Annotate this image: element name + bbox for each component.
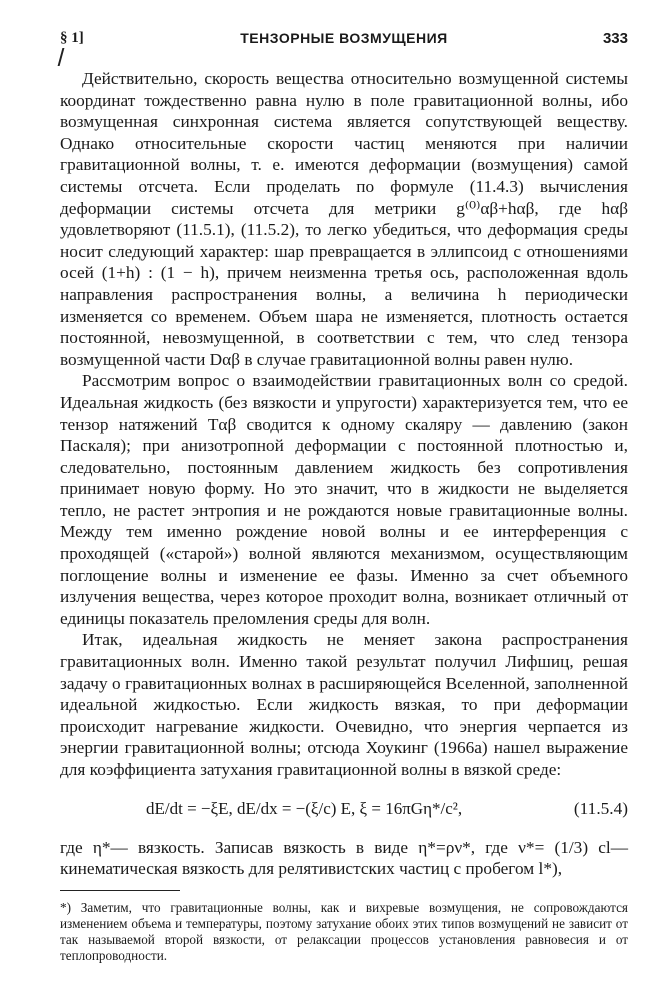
running-header	[60, 30, 628, 52]
equation-number: (11.5.4)	[573, 798, 628, 818]
main-text	[60, 68, 628, 880]
page-number: 333	[602, 30, 628, 47]
equation	[60, 781, 628, 837]
section-mark: § 1]	[60, 30, 84, 46]
paragraph: где η*— вязкость. Записав вязкость в виде η*=ρν*, где ν*= (1/3) cl— кинематическая вязкость для релятивистских частиц с пробегом l*),	[60, 837, 628, 879]
equation-body: dE/dt = −ξE, dE/dx = −(ξ/c) E, ξ = 16πGη*/c²,	[146, 798, 463, 818]
paragraph: Действительно, скорость вещества относительно возмущенной системы координат тождественно равна нулю в поле гравитационной волны, ибо возмущенная синхронная система является сопутствующей веществу. Однако относительные скорости частиц меняются при наличии гравитационной волны, т. е. имеются деформации (возмущения) самой системы отсчета. Если проделать по формуле (11.4.3) вычисления деформации системы отсчета для метрики g⁽⁰⁾αβ+hαβ, где hαβ удовлетворяют (11.5.1), (11.5.2), то легко убедиться, что деформация среды носит следующий характер: шар превращается в эллипсоид с отношениями осей (1+h) : (1 − h), причем неизменна третья ось, расположенная вдоль направления распространения волны, а величина h периодически изменяется со временем. Объем шара не изменяется, плотность остается постоянной, невозмущенной, в соответствии с тем, что след тензора возмущенной части Dαβ в случае гравитационной волны равен нулю.	[60, 69, 628, 369]
footnote: *) Заметим, что гравитационные волны, как и вихревые возмущения, не сопровождаются изменением объема и температуры, поэтому затухание обоих этих типов возмущений не зависит от так называемой второй вязкости, от релаксации процессов установления равновесия и от теплопроводности.	[60, 900, 628, 963]
paragraph: Рассмотрим вопрос о взаимодействии гравитационных волн со средой. Идеальная жидкость (без вязкости и упругости) характеризуется тем, что ее тензор натяжений Tαβ сводится к одному скаляру — давлению (закон Паскаля); при анизотропной деформации с постоянной плотностью и, следовательно, постоянным давлением жидкость без сопротивления принимает новую форму. Но это значит, что в жидкости не выделяется тепло, не растет энтропия и не рождаются новые гравитационные волны. Между тем именно рождение новой волны и ее интерференция с проходящей («старой») волной являются механизмом, осуществляющим поглощение волны и изменение ее фазы. Именно за счет объемного излучения вещества, через которое проходит волна, возникает отличный от единицы показатель преломления среды для волн.	[60, 371, 628, 628]
page-heading: ТЕНЗОРНЫЕ ВОЗМУЩЕНИЯ	[240, 30, 448, 46]
paragraph: Итак, идеальная жидкость не меняет закона распространения гравитационных волн. Именно такой результат получил Лифшиц, решая задачу о гравитационных волнах в расширяющейся Вселенной, заполненной идеальной жидкостью. Если жидкость вязкая, то при деформации происходит нагревание жидкости. Очевидно, что энергия черпается из энергии гравитационной волны; отсюда Хоукинг (1966а) нашел выражение для коэффициента затухания гравитационной волны в вязкой среде:	[60, 630, 628, 779]
footnote-rule	[60, 890, 180, 891]
